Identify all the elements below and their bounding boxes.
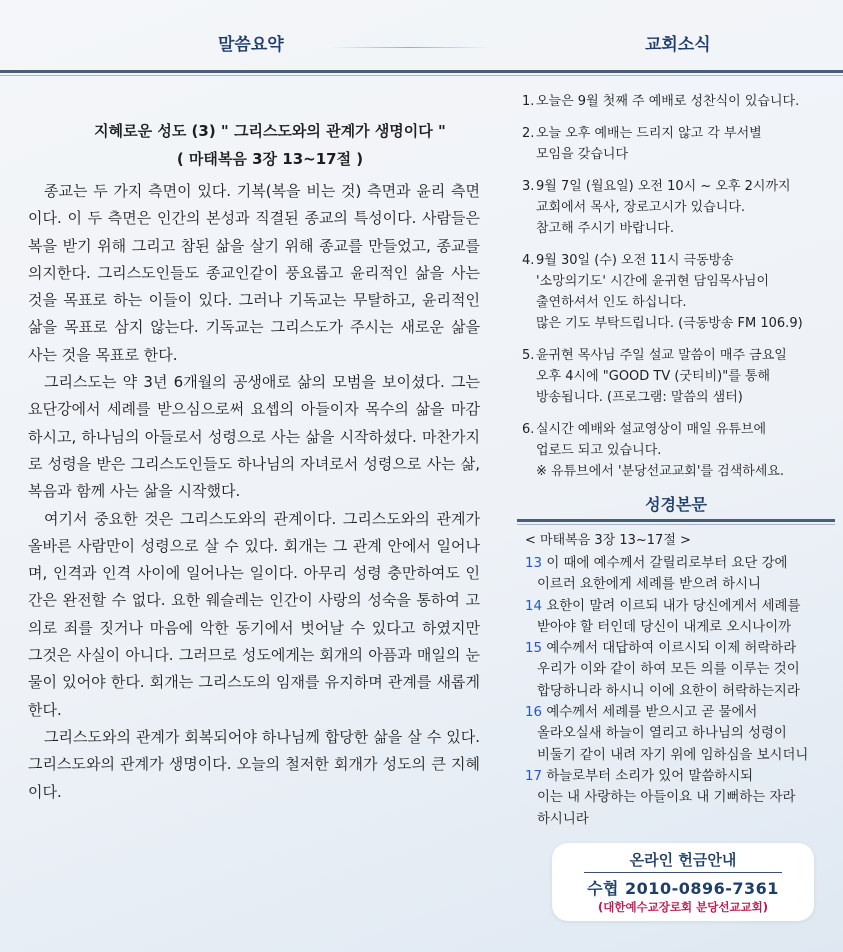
- news-line: 많은 기도 부탁드립니다. (극동방송 FM 106.9): [536, 316, 803, 331]
- offering-divider: [584, 872, 782, 873]
- scripture-rule-thin: [517, 524, 835, 525]
- scripture-verses: [525, 553, 830, 830]
- verse-text: 이르러 요한에게 세례를 받으려 하시니: [537, 577, 761, 593]
- verse-text: 비둘기 같이 내려 자기 위에 임하심을 보시더니: [537, 747, 809, 763]
- offering-holder: (대한예수교장로회 분당선교교회): [597, 900, 769, 914]
- verse-text: 우리가 이와 같이 하여 모든 의를 이루는 것이: [537, 662, 800, 678]
- news-number: 6.: [522, 422, 535, 437]
- news-item: [522, 123, 822, 165]
- verse: [525, 766, 830, 830]
- verse: [525, 553, 830, 596]
- news-item: [522, 176, 822, 239]
- news-item: [522, 419, 822, 482]
- news-number: 5.: [522, 348, 535, 363]
- news-line: '소망의기도' 시간에 윤귀현 담임목사님이: [536, 274, 770, 289]
- verse: [525, 596, 830, 639]
- verse-text: 받아야 할 터인데 당신이 내게로 오시나이까: [537, 619, 792, 635]
- top-rule-thin: [0, 75, 843, 76]
- verse-text: 이 때에 예수께서 갈릴리로부터 요단 강에: [546, 556, 788, 571]
- verse: [525, 638, 830, 702]
- scripture-rule: [517, 519, 835, 522]
- news-line: ※ 유튜브에서 '분당선교교회'를 검색하세요.: [536, 464, 785, 479]
- church-news-heading: 교회소식: [645, 35, 711, 55]
- verse-number: 17: [525, 768, 543, 784]
- news-line: 방송됩니다. (프로그램: 말씀의 샘터): [536, 390, 743, 405]
- offering-account: 수협 2010-0896-7361: [587, 879, 779, 898]
- top-rule: [0, 70, 843, 73]
- verse-text: 하시니라: [537, 811, 589, 827]
- verse-text: 예수께서 세례를 받으시고 곧 물에서: [546, 705, 758, 721]
- news-line: 참고해 주시기 바랍니다.: [536, 221, 674, 236]
- sermon-summary-heading: 말씀요약: [218, 35, 284, 55]
- news-line: 업로드 되고 있습니다.: [536, 443, 662, 458]
- sermon-paragraph: 그리스도와의 관계가 회복되어야 하나님께 합당한 삶을 살 수 있다. 그리스도와의 관계가 생명이다. 오늘의 철저한 회개가 성도의 큰 지혜이다.: [28, 727, 480, 801]
- sermon-reference: ( 마태복음 3장 13~17절 ): [176, 150, 364, 168]
- news-number: 3.: [522, 179, 535, 194]
- news-number: 2.: [522, 126, 535, 141]
- scripture-heading: 성경본문: [645, 495, 707, 514]
- news-number: 4.: [522, 253, 535, 268]
- news-line: 모임을 갖습니다: [536, 147, 629, 162]
- sermon-paragraph: 종교는 두 가지 측면이 있다. 기복(복을 비는 것) 측면과 윤리 측면이다. 이 두 측면은 인간의 본성과 직결된 종교의 특성이다. 사람들은 복을 받기 위해 그리고 참된 삶을 살기 위해 종교를 만들었고, 종교를 의지한다. 그리스도인들도 종교인같이 풍요롭고 윤리적인 삶을 사는 것을 목표로 하는 이들이 있다. 그러나 기독교는 무탈하고, 윤리적인 삶을 목표로 삼지 않는다. 기독교는 그리스도가 주시는 새로운 삶을 사는 것을 목표로 한다.: [28, 182, 480, 364]
- news-line: 오후 4시에 "GOOD TV (굿티비)"를 통해: [536, 369, 770, 384]
- verse-number: 14: [525, 598, 543, 614]
- news-line: 교회에서 목사, 장로고시가 있습니다.: [536, 200, 746, 215]
- online-offering-card: [552, 843, 814, 921]
- verse-number: 13: [525, 556, 543, 571]
- news-number: 1.: [522, 94, 535, 109]
- news-line: 실시간 예배와 설교영상이 매일 유튜브에: [536, 422, 767, 437]
- news-line: 윤귀현 목사님 주일 설교 말씀이 매주 금요일: [536, 348, 787, 363]
- verse-text: 하늘로부터 소리가 있어 말씀하시되: [546, 768, 754, 784]
- verse-text: 이는 내 사랑하는 아들이요 내 기뻐하는 자라: [537, 790, 796, 806]
- news-item: [522, 91, 822, 112]
- sermon-title: 지혜로운 성도 (3) " 그리스도와의 관계가 생명이다 ": [94, 122, 446, 140]
- verse-text: 올라오실새 하늘이 열리고 하나님의 성령이: [537, 726, 787, 742]
- sermon-paragraph: 여기서 중요한 것은 그리스도와의 관계이다. 그리스도와의 관계가 올바른 사람만이 성령으로 살 수 있다. 회개는 그 관계 안에서 일어나며, 인격과 인격 사이에 일어나는 일이다. 아무리 성령 충만하여도 인간은 완전할 수 없다. 요한 웨슬레는 인간이 사랑의 성숙을 통하여 고의로 죄를 짓거나 마음에 악한 동기에서 벗어날 수 있다고 하였지만 그것은 사실이 아니다. 그러므로 성도에게는 회개의 아픔과 매일의 눈물이 있어야 한다. 회개는 그리스도의 임재를 유지하며 관계를 새롭게 한다.: [28, 509, 480, 719]
- news-line: 오늘은 9월 첫째 주 예배로 성찬식이 있습니다.: [536, 94, 800, 109]
- news-line: 오늘 오후 예배는 드리지 않고 각 부서별: [536, 126, 762, 141]
- news-line: 출연하셔서 인도 하십니다.: [536, 295, 687, 310]
- news-line: 9월 7일 (월요일) 오전 10시 ~ 오후 2시까지: [536, 179, 791, 194]
- header-divider: [330, 47, 490, 48]
- church-news-list: [522, 91, 822, 493]
- verse-number: 16: [525, 705, 543, 721]
- offering-title: 온라인 헌금안내: [629, 851, 737, 869]
- verse: [525, 702, 830, 766]
- scripture-reference: < 마태복음 3장 13~17절 >: [525, 533, 691, 548]
- verse-text: 요한이 말려 이르되 내가 당신에게서 세례를: [546, 598, 801, 614]
- verse-number: 15: [525, 641, 543, 657]
- sermon-paragraph: 그리스도는 약 3년 6개월의 공생애로 삶의 모범을 보이셨다. 그는 요단강에서 세례를 받으심으로써 요셉의 아들이자 목수의 삶을 마감하시고, 하나님의 아들로서 성령으로 사는 삶을 시작하셨다. 마찬가지로 성령을 받은 그리스도인들도 하나님의 자녀로서 성령으로 사는 삶, 복음과 함께 사는 삶을 시작했다.: [28, 373, 480, 501]
- sermon-body: [28, 178, 480, 806]
- news-line: 9월 30일 (수) 오전 11시 극동방송: [536, 253, 734, 268]
- verse-text: 예수께서 대답하여 이르시되 이제 허락하라: [546, 641, 797, 657]
- news-item: [522, 250, 822, 334]
- news-item: [522, 345, 822, 408]
- verse-text: 합당하니라 하시니 이에 요한이 허락하는지라: [537, 683, 800, 699]
